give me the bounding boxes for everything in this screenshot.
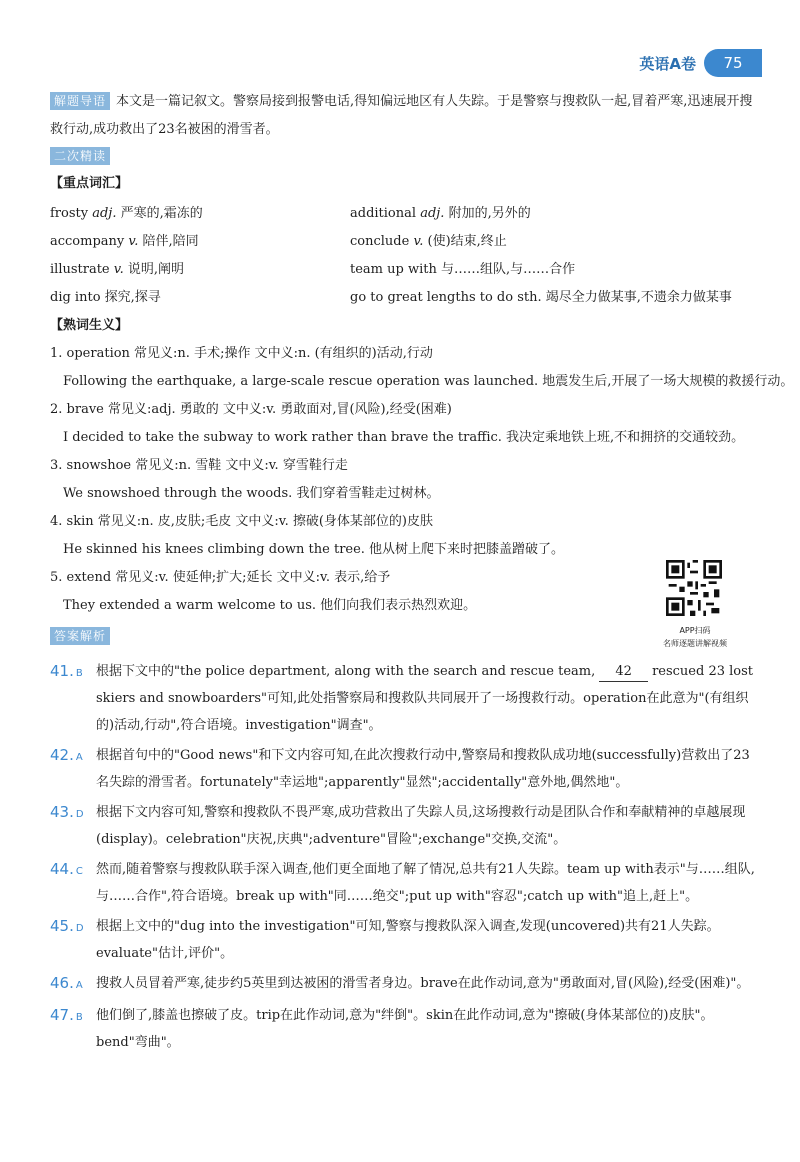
answer-letter: B xyxy=(75,1012,83,1023)
answer-text: 根据上文中的"dug into the investigation"可知,警察与搜救队深入调查,发现(uncovered)共有21人失踪。evaluate"估计,评价"。 xyxy=(96,919,720,961)
answer-number: 47. B xyxy=(50,1006,83,1024)
vocab-meaning: 陪伴,陪同 xyxy=(142,234,199,249)
usage-example: We snowshoed through the woods. 我们穿着雪鞋走过树林。 xyxy=(63,486,440,501)
answer-text: 根据下文中的"the police department, along with the search and rescue team, 42 rescued 23 lost skiers and snowboarders"可知,此处指警察局和搜救队共同展开了一场搜救行动。operation在此意为"(有组织的)活动,行动",符合语境。investigation"调查"。 xyxy=(96,664,754,733)
vocab-pos: v. xyxy=(113,262,124,277)
vocab-pos: adj. xyxy=(92,206,117,221)
vocab-title: 【重点词汇】 xyxy=(50,176,129,191)
vocab-meaning: 与……组队,与……合作 xyxy=(440,262,576,277)
vocab-word: conclude xyxy=(350,234,410,249)
answer-number: 42. A xyxy=(50,746,83,764)
vocab-word: team up with xyxy=(350,262,437,277)
usage-example: I decided to take the subway to work rather than brave the traffic. 我决定乘地铁上班,不和拥挤的交通较劲。 xyxy=(63,430,745,445)
answer-number: 43. D xyxy=(50,803,84,821)
vocab-meaning: 探究,探寻 xyxy=(104,290,161,305)
vocab-meaning: 竭尽全力做某事,不遗余力做某事 xyxy=(545,290,732,305)
usage-title: 【熟词生义】 xyxy=(50,318,129,333)
vocab-pos: adj. xyxy=(420,206,445,221)
vocab-meaning: 说明,阐明 xyxy=(127,262,184,277)
answer-tag-wrapper xyxy=(50,627,762,645)
vocab-word: illustrate xyxy=(50,262,110,277)
qr-code-icon[interactable] xyxy=(666,560,722,616)
vocab-meaning: (使)结束,终止 xyxy=(427,234,507,249)
usage-example: Following the earthquake, a large-scale rescue operation was launched. 地震发生后,开展了一场大规模的救援行动。 xyxy=(63,374,794,389)
usage-head: 2. brave 常见义:adj. 勇敢的 文中义:v. 勇敢面对,冒(风险),经受(困难) xyxy=(50,402,452,417)
answer-text: 根据下文内容可知,警察和搜救队不畏严寒,成功营救出了失踪人员,这场搜救行动是团队合作和奉献精神的卓越展现(display)。celebration"庆祝,庆典";adventure"冒险";exchange"交换,交流"。 xyxy=(96,805,746,847)
answer-number: 45. D xyxy=(50,917,84,935)
answer-letter: B xyxy=(75,668,83,679)
vocab-word: accompany xyxy=(50,234,125,249)
answer-item xyxy=(50,913,762,967)
answer-blank: 42 xyxy=(599,663,648,682)
vocab-word: dig into xyxy=(50,290,101,305)
vocab-meaning: 严寒的,霜冻的 xyxy=(120,206,203,221)
answer-item xyxy=(50,658,762,739)
answer-letter: A xyxy=(75,980,83,991)
usage-head: 3. snowshoe 常见义:n. 雪鞋 文中义:v. 穿雪鞋行走 xyxy=(50,458,348,473)
answer-item xyxy=(50,970,762,999)
vocab-row xyxy=(50,200,760,228)
qr-caption-line2: 名师逐题讲解视频 xyxy=(663,639,727,648)
answer-letter: D xyxy=(75,809,84,820)
vocab-word: go to great lengths to do sth. xyxy=(350,290,542,305)
usage-example: They extended a warm welcome to us. 他们向我们表示热烈欢迎。 xyxy=(63,598,477,613)
vocab-table xyxy=(50,200,760,312)
answer-number: 44. C xyxy=(50,860,83,878)
answer-number: 41. B xyxy=(50,662,83,680)
vocab-row xyxy=(50,284,760,312)
vocab-pos: v. xyxy=(413,234,424,249)
answer-text: 根据首句中的"Good news"和下文内容可知,在此次搜救行动中,警察局和搜救队成功地(successfully)营救出了23名失踪的滑雪者。fortunately"幸运地";apparently"显然";accidentally"意外地,偶然地"。 xyxy=(96,748,750,790)
answer-text: 他们倒了,膝盖也擦破了皮。trip在此作动词,意为"绊倒"。skin在此作动词,意为"擦破(身体某部位的)皮肤"。bend"弯曲"。 xyxy=(96,1008,714,1050)
answer-text: 然而,随着警察与搜救队联手深入调查,他们更全面地了解了情况,总共有21人失踪。team up with表示"与……组队,与……合作",符合语境。break up with"同……绝交";put up with"容忍";catch up with"追上,赶上"。 xyxy=(96,862,755,904)
answer-number: 46. A xyxy=(50,974,83,992)
answer-text: 搜救人员冒着严寒,徒步约5英里到达被困的滑雪者身边。brave在此作动词,意为"勇敢面对,冒(风险),经受(困难)"。 xyxy=(96,976,750,991)
answer-letter: D xyxy=(75,923,84,934)
answer-tag: 答案解析 xyxy=(50,627,110,645)
vocab-word: frosty xyxy=(50,206,89,221)
vocab-row xyxy=(50,256,760,284)
usage-example: He skinned his knees climbing down the tree. 他从树上爬下来时把膝盖蹭破了。 xyxy=(63,542,565,557)
section-tag-wrapper xyxy=(50,147,762,165)
answer-item xyxy=(50,799,762,853)
usage-head: 4. skin 常见义:n. 皮,皮肤;毛皮 文中义:v. 擦破(身体某部位的)皮肤 xyxy=(50,514,433,529)
answer-item xyxy=(50,742,762,796)
vocab-meaning: 附加的,另外的 xyxy=(448,206,531,221)
intro-text: 本文是一篇记叙文。警察局接到报警电话,得知偏远地区有人失踪。于是警察与搜救队一起,冒着严寒,迅速展开搜救行动,成功救出了23名被困的滑雪者。 xyxy=(50,94,753,137)
answer-item xyxy=(50,1002,762,1056)
qr-caption-line1: APP扫码 xyxy=(679,626,711,635)
usage-list xyxy=(50,340,794,620)
usage-head: 5. extend 常见义:v. 使延伸;扩大;延长 文中义:v. 表示,给予 xyxy=(50,570,391,585)
answer-item xyxy=(50,856,762,910)
answer-letter: C xyxy=(75,866,83,877)
answer-letter: A xyxy=(75,752,83,763)
vocab-pos: v. xyxy=(128,234,139,249)
vocab-word: additional xyxy=(350,206,417,221)
intro-tag: 解题导语 xyxy=(50,92,110,110)
subject-label: 英语A卷 xyxy=(639,54,696,73)
usage-head: 1. operation 常见义:n. 手术;操作 文中义:n. (有组织的)活动,行动 xyxy=(50,346,433,361)
page-number: 75 xyxy=(704,49,762,77)
vocab-row xyxy=(50,228,760,256)
answer-list xyxy=(50,658,762,1059)
page-header xyxy=(639,49,762,77)
second-reading-tag: 二次精读 xyxy=(50,147,110,165)
intro-paragraph xyxy=(50,88,762,144)
